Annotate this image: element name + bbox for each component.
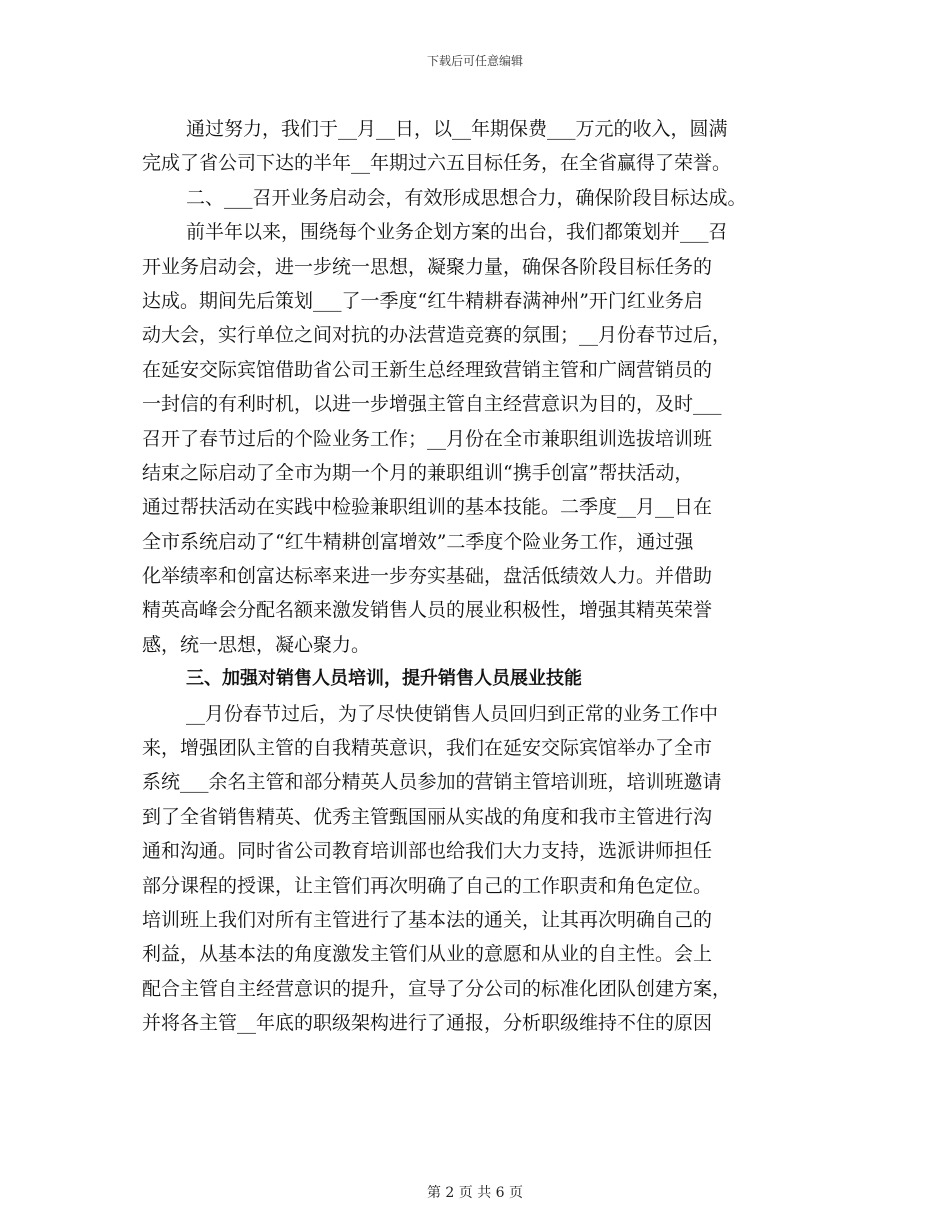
text-line: 召开了春节过后的个险业务工作；__月份在全市兼职组训选拔培训班 <box>142 427 713 450</box>
text-line: 配合主管自主经营意识的提升，宣导了分公司的标准化团队创建方案， <box>142 977 732 1000</box>
text-line: 前半年以来，围绕每个业务企划方案的出台，我们都策划并___召 <box>186 221 728 244</box>
text-line: 开业务启动会，进一步统一思想，凝聚力量，确保各阶段目标任务的 <box>142 255 713 278</box>
text-line: 利益，从基本法的角度激发主管们从业的意愿和从业的自主性。会上 <box>142 943 713 966</box>
text-line: 全市系统启动了“红牛精耕创富增效”二季度个险业务工作，通过强 <box>142 530 694 553</box>
text-line: 通过努力，我们于__月__日，以__年期保费___万元的收入，圆满 <box>186 118 728 140</box>
text-line: 达成。期间先后策划___了一季度“红牛精耕春满神州”开门红业务启 <box>142 289 703 312</box>
text-line: 并将各主管__年底的职级架构进行了通报，分析职级维持不住的原因 <box>142 1012 713 1035</box>
text-line: 完成了省公司下达的半年__年期过六五目标任务，在全省赢得了荣誉。 <box>142 152 732 175</box>
section-heading: 三、加强对销售人员培训，提升销售人员展业技能 <box>186 668 582 690</box>
text-line: 感，统一思想，凝心聚力。 <box>142 633 371 656</box>
text-line: 结束之际启动了全市为期一个月的兼职组训“携手创富”帮扶活动， <box>142 461 694 484</box>
text-line: 系统___余名主管和部分精英人员参加的营销主管培训班，培训班邀请 <box>142 771 722 794</box>
text-line: 培训班上我们对所有主管进行了基本法的通关，让其再次明确自己的 <box>142 908 713 931</box>
text-line: 在延安交际宾馆借助省公司王新生总经理致营销主管和广阔营销员的 <box>142 358 713 381</box>
text-line: __月份春节过后，为了尽快使销售人员回归到正常的业务工作中 <box>186 702 719 725</box>
page-footer: 第 2 页 共 6 页 <box>426 1185 524 1201</box>
text-line: 二、___召开业务启动会，有效形成思想合力，确保阶段目标达成。 <box>186 186 747 209</box>
page-header: 下载后可任意编辑 <box>426 54 523 68</box>
text-line: 到了全省销售精英、优秀主管甄国丽从实战的角度和我市主管进行沟 <box>142 805 713 828</box>
text-line: 精英高峰会分配名额来激发销售人员的展业积极性，增强其精英荣誉 <box>142 599 713 622</box>
text-line: 通过帮扶活动在实践中检验兼职组训的基本技能。二季度__月__日在 <box>142 496 713 519</box>
text-line: 一封信的有利时机，以进一步增强主管自主经营意识为目的，及时___ <box>142 393 722 416</box>
text-line: 通和沟通。同时省公司教育培训部也给我们大力支持，选派讲师担任 <box>142 840 713 863</box>
text-line: 部分课程的授课，让主管们再次明确了自己的工作职责和角色定位。 <box>142 874 713 897</box>
text-line: 化举绩率和创富达标率来进一步夯实基础，盘活低绩效人力。并借助 <box>142 565 713 588</box>
document-body <box>142 112 822 1041</box>
text-line: 来，增强团队主管的自我精英意识，我们在延安交际宾馆举办了全市 <box>142 737 713 760</box>
text-line: 动大会，实行单位之间对抗的办法营造竞赛的氛围；__月份春节过后， <box>142 324 732 347</box>
